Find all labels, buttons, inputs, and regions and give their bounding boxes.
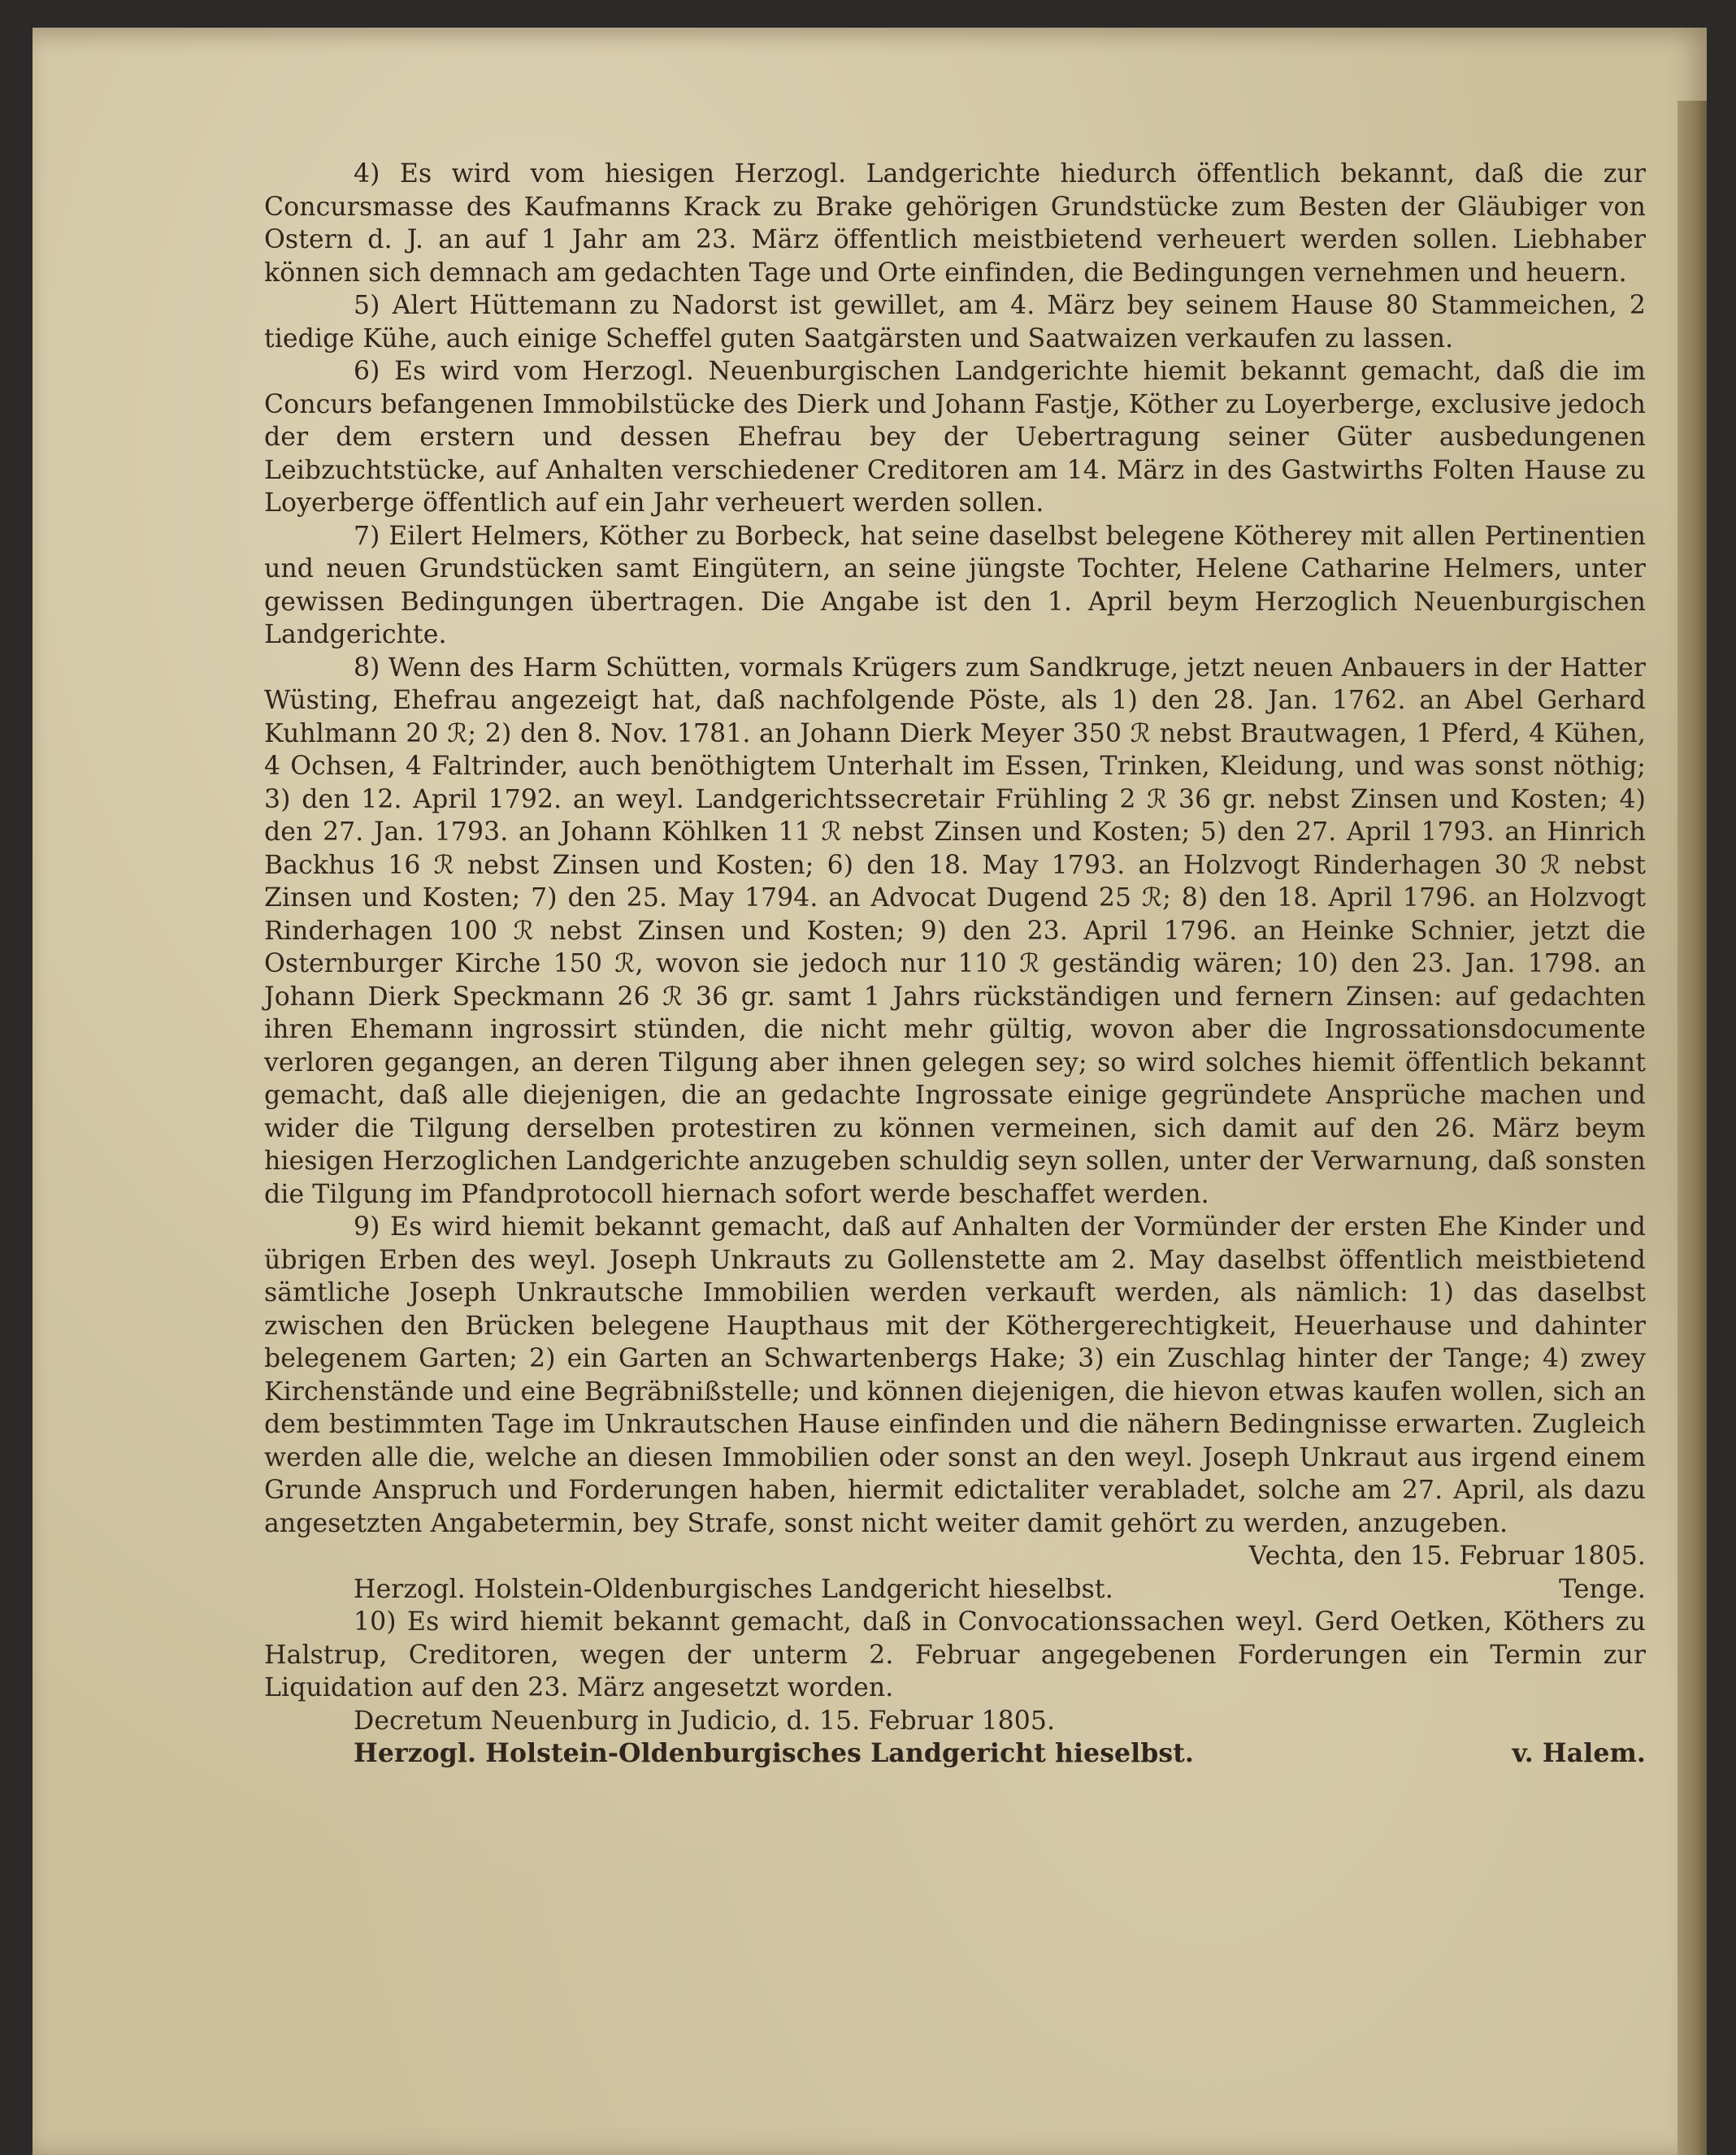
- notice-4: 4) Es wird vom hiesigen Herzogl. Landgerichte hiedurch öffentlich bekannt, daß die zur Concursmasse des Kaufmanns Krack zu Brake gehörigen Grundstücke zum Besten der Gläubiger von Ostern d. J. an auf 1 Jahr am 23. März öffentlich meistbietend verheuert werden sollen. Liebhaber können sich demnach am gedachten Tage und Orte einfinden, die Bedingungen vernehmen und heuern.: [264, 159, 1646, 288]
- notice-10-dateline: Decretum Neuenburg in Judicio, d. 15. Februar 1805.: [354, 1706, 1056, 1736]
- notice-6: 6) Es wird vom Herzogl. Neuenburgischen Landgerichte hiemit bekannt gemacht, daß die im Concurs befangenen Immobilstücke des Dierk und Johann Fastje, Köther zu Loyerberge, exclusive jedoch der dem erstern und dessen Ehefrau bey der Uebertragung seiner Güter ausbedungenen Leibzuchtstücke, auf Anhalten verschiedener Creditoren am 14. März in des Gastwirths Folten Hause zu Loyerberge öffentlich auf ein Jahr verheuert werden sollen.: [264, 357, 1646, 518]
- page-binding-edge: [1677, 101, 1707, 2155]
- notice-7: 7) Eilert Helmers, Köther zu Borbeck, hat seine daselbst belegene Kötherey mit allen Pertinentien und neuen Grundstücken samt Eingütern, an seine jüngste Tochter, Helene Catharine Helmers, unter gewissen Bedingungen übertragen. Die Angabe ist den 1. April beym Herzoglich Neuenburgischen Landgerichte.: [264, 521, 1646, 649]
- notice-10-court: Herzogl. Holstein-Oldenburgisches Landgericht hieselbst.: [354, 1738, 1194, 1768]
- notice-8: 8) Wenn des Harm Schütten, vormals Krügers zum Sandkruge, jetzt neuen Anbauers in der Hatter Wüsting, Ehefrau angezeigt hat, daß nachfolgende Pöste, als 1) den 28. Jan. 1762. an Abel Gerhard Kuhlmann 20 ℛ︎; 2) den 8. Nov. 1781. an Johann Dierk Meyer 350 ℛ︎ nebst Brautwagen, 1 Pferd, 4 Kühen, 4 Ochsen, 4 Faltrinder, auch benöthigtem Unterhalt im Essen, Trinken, Kleidung, und was sonst nöthig; 3) den 12. April 1792. an weyl. Landgerichtssecretair Frühling 2 ℛ︎ 36 gr. nebst Zinsen und Kosten; 4) den 27. Jan. 1793. an Johann Köhlken 11 ℛ︎ nebst Zinsen und Kosten; 5) den 27. April 1793. an Hinrich Backhus 16 ℛ︎ nebst Zinsen und Kosten; 6) den 18. May 1793. an Holzvogt Rinderhagen 30 ℛ︎ nebst Zinsen und Kosten; 7) den 25. May 1794. an Advocat Dugend 25 ℛ︎; 8) den 18. April 1796. an Holzvogt Rinderhagen 100 ℛ︎ nebst Zinsen und Kosten; 9) den 23. April 1796. an Heinke Schnier, jetzt die Osternburger Kirche 150 ℛ︎, wovon sie jedoch nur 110 ℛ︎ geständig wären; 10) den 23. Jan. 1798. an Johann Dierk Speckmann 26 ℛ︎ 36 gr. samt 1 Jahrs rückständigen und fernern Zinsen: auf gedachten ihren Ehemann ingrossirt stünden, die nicht mehr gültig, wovon aber die Ingrossationsdocumente verloren gegangen, an deren Tilgung aber ihnen gelegen sey; so wird solches hiemit öffentlich bekannt gemacht, daß alle diejenigen, die an gedachte Ingrossate einige gegründete Ansprüche machen und wider die Tilgung derselben protestiren zu können vermeinen, sich damit auf den 26. März beym hiesigen Herzoglichen Landgerichte anzugeben schuldig seyn sollen, unter der Verwarnung, daß sonsten die Tilgung im Pfandprotocoll hiernach sofort werde beschaffet werden.: [264, 653, 1646, 1209]
- notice-5: 5) Alert Hüttemann zu Nadorst ist gewillet, am 4. März bey seinem Hause 80 Stammeichen, 2 tiedige Kühe, auch einige Scheffel guten Saatgärsten und Saatwaizen verkaufen zu lassen.: [264, 291, 1646, 353]
- document-page: [33, 28, 1707, 2155]
- notices-text-block: [264, 158, 1646, 1771]
- notice-9-court: Herzogl. Holstein-Oldenburgisches Landgericht hieselbst.: [354, 1574, 1113, 1604]
- notice-10-signer: v. Halem.: [1512, 1738, 1646, 1768]
- notice-10-signature: [264, 1737, 1646, 1771]
- notice-9: 9) Es wird hiemit bekannt gemacht, daß auf Anhalten der Vormünder der ersten Ehe Kinder und übrigen Erben des weyl. Joseph Unkrauts zu Gollenstette am 2. May daselbst öffentlich meistbietend sämtliche Joseph Unkrautsche Immobilien werden verkauft werden, als nämlich: 1) das daselbst zwischen den Brücken belegene Haupthaus mit der Köthergerechtigkeit, Heuerhause und dahinter belegenem Garten; 2) ein Garten an Schwartenbergs Hake; 3) ein Zuschlag hinter der Tange; 4) zwey Kirchenstände und eine Begräbnißstelle; und können diejenigen, die hievon etwas kaufen wollen, sich an dem bestimmten Tage im Unkrautschen Hause einfinden und die nähern Bedingnisse erwarten. Zugleich werden alle die, welche an diesen Immobilien oder sonst an den weyl. Joseph Unkraut aus irgend einem Grunde Anspruch und Forderungen haben, hiermit edictaliter verabladet, solche am 27. April, als dazu angesetzten Angabetermin, bey Strafe, sonst nicht weiter damit gehört zu werden, anzugeben.: [264, 1212, 1646, 1538]
- notice-9-signer: Tenge.: [1559, 1574, 1646, 1604]
- notice-9-dateline: Vechta, den 15. Februar 1805.: [1248, 1541, 1646, 1571]
- notice-9-signature: [264, 1573, 1646, 1606]
- notice-10: 10) Es wird hiemit bekannt gemacht, daß in Convocationssachen weyl. Gerd Oetken, Köthers zu Halstrup, Creditoren, wegen der unterm 2. Februar angegebenen Forderungen ein Termin zur Liquidation auf den 23. März angesetzt worden.: [264, 1607, 1646, 1702]
